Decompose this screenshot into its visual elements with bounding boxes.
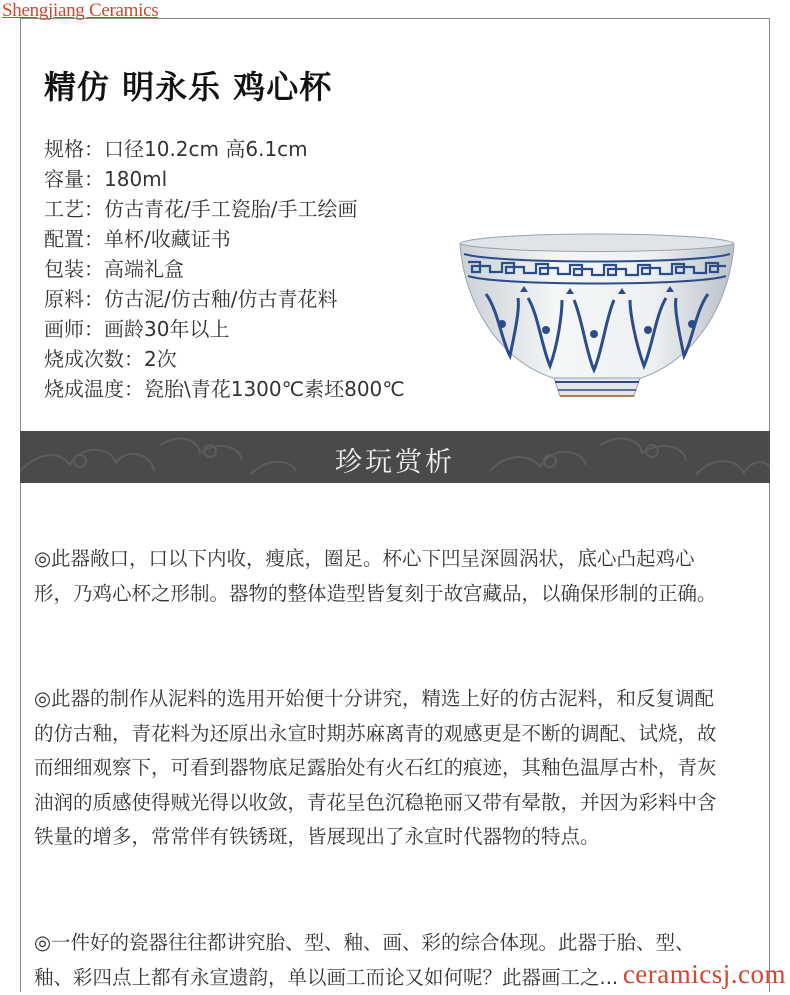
watermark-top: Shengjiang Ceramics [2, 0, 159, 21]
spec-row: 工艺：仿古青花/手工瓷胎/手工绘画 [44, 197, 358, 221]
product-title: 精仿 明永乐 鸡心杯 [44, 68, 333, 106]
cup-image [458, 232, 736, 404]
watermark-bottom: ceramicsj.com [622, 959, 786, 989]
spec-row: 原料：仿古泥/仿古釉/仿古青花料 [44, 287, 338, 311]
spec-row: 容量：180ml [44, 167, 168, 191]
spec-row: 包装：高端礼盒 [44, 257, 184, 281]
spec-list [44, 134, 405, 404]
spec-row: 规格：口径10.2cm 高6.1cm [44, 137, 308, 161]
spec-row: 画师：画龄30年以上 [44, 317, 230, 341]
spec-row: 配置：单杯/收藏证书 [44, 227, 231, 251]
banner-title: 珍玩赏析 [335, 447, 455, 478]
paragraph-3: ◎一件好的瓷器往往都讲究胎、型、釉、画、彩的综合体现。此器于胎、型、釉、彩四点上都有永宣遗韵，单以画工而论又如何呢？此器画工之... [34, 931, 695, 989]
paragraph-1: ◎此器敞口，口以下内收，瘦底，圈足。杯心下凹呈深圆涡状，底心凸起鸡心形，乃鸡心杯之形制。器物的整体造型皆复刻于故宫藏品，以确保形制的正确。 [34, 547, 717, 605]
spec-row: 烧成温度：瓷胎\青花1300℃素坯800℃ [44, 377, 405, 401]
paragraph-2: ◎此器的制作从泥料的选用开始便十分讲究，精选上好的仿古泥料，和反复调配的仿古釉，青花料为还原出永宣时期苏麻离青的观感更是不断的调配、试烧，故而细细观察下，可看到器物底足露胎处有火石红的痕迹，其釉色温厚古朴，青灰油润的质感使得贼光得以收敛，青花呈色沉稳艳丽又带有晕散，并因为彩料中含铁量的增多，常常伴有铁锈斑，皆展现出了永宣时代器物的特点。 [34, 687, 717, 848]
section-banner [20, 431, 770, 483]
spec-row: 烧成次数：2次 [44, 347, 177, 371]
